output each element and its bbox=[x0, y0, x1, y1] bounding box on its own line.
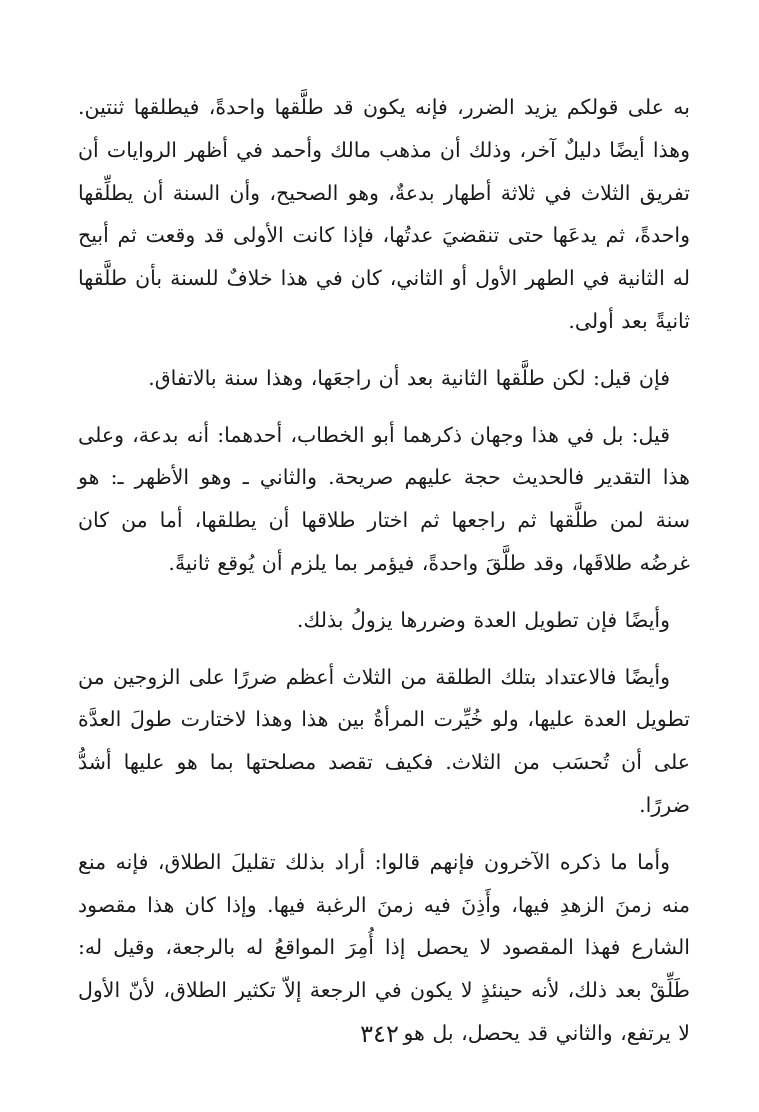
paragraph-1: به على قولكم يزيد الضرر، فإنه يكون قد طلَّقها واحدةً، فيطلقها ثنتين. وهذا أيضًا دليلٌ آخر، وذلك أن مذهب مالك وأحمد في أظهر الروايات أن تفريق الثلاث في ثلاثة أطهار بدعةٌ، وهو الصحيح، وأن السنة أن يطلِّقها واحدةً، ثم يدعَها حتى تنقضيَ عدتُها، فإذا كانت الأولى قد وقعت ثم أبيح له الثانية في الطهر الأول أو الثاني، كان في هذا خلافٌ للسنة بأن طلَّقها ثانيةً بعد أولى. bbox=[78, 95, 690, 333]
page-body bbox=[78, 86, 690, 1069]
paragraph-4: وأيضًا فإن تطويل العدة وضررها يزولُ بذلك. bbox=[296, 607, 670, 632]
paragraph-6: وأما ما ذكره الآخرون فإنهم قالوا: أراد بذلك تقليلَ الطلاق، فإنه منع منه زمنَ الزهدِ فيها، وأَذِنَ فيه زمنَ الرغبة فيها. وإذا كان هذا مقصود الشارع فهذا المقصود لا يحصل إذا أُمِرَ المواقعُ له بالرجعة، وقيل له: طَلِّقْ بعد ذلك، لأنه حينئذٍ لا يكون في الرجعة إلاّ تكثير الطلاق، لأنّ الأول لا يرتفع، والثاني قد يحصل، بل هو bbox=[78, 849, 690, 1045]
paragraph-2: فإن قيل: لكن طلَّقها الثانية بعد أن راجعَها، وهذا سنة بالاتفاق. bbox=[148, 365, 670, 390]
page-number: ٣٤٢ bbox=[360, 1020, 399, 1048]
paragraph-5: وأيضًا فالاعتداد بتلك الطلقة من الثلاث أعظم ضررًا على الزوجين من تطويل العدة عليها، ولو خُيِّرت المرأةُ بين هذا وهذا لاختارت طولَ العدَّة على أن تُحسَب من الثلاث. فكيف تقصد مصلحتها بما هو عليها أشدُّ ضررًا. bbox=[78, 664, 690, 817]
paragraph-3: قيل: بل في هذا وجهان ذكرهما أبو الخطاب، أحدهما: أنه بدعة، وعلى هذا التقدير فالحديث حجة عليهم صريحة. والثاني ـ وهو الأظهر ـ: هو سنة لمن طلَّقها ثم راجعها ثم اختار طلاقها أن يطلقها، أما من كان غرضُه طلاقَها، وقد طلَّقَ واحدةً، فيؤمر بما يلزم أن يُوقع ثانيةً. bbox=[78, 422, 690, 575]
